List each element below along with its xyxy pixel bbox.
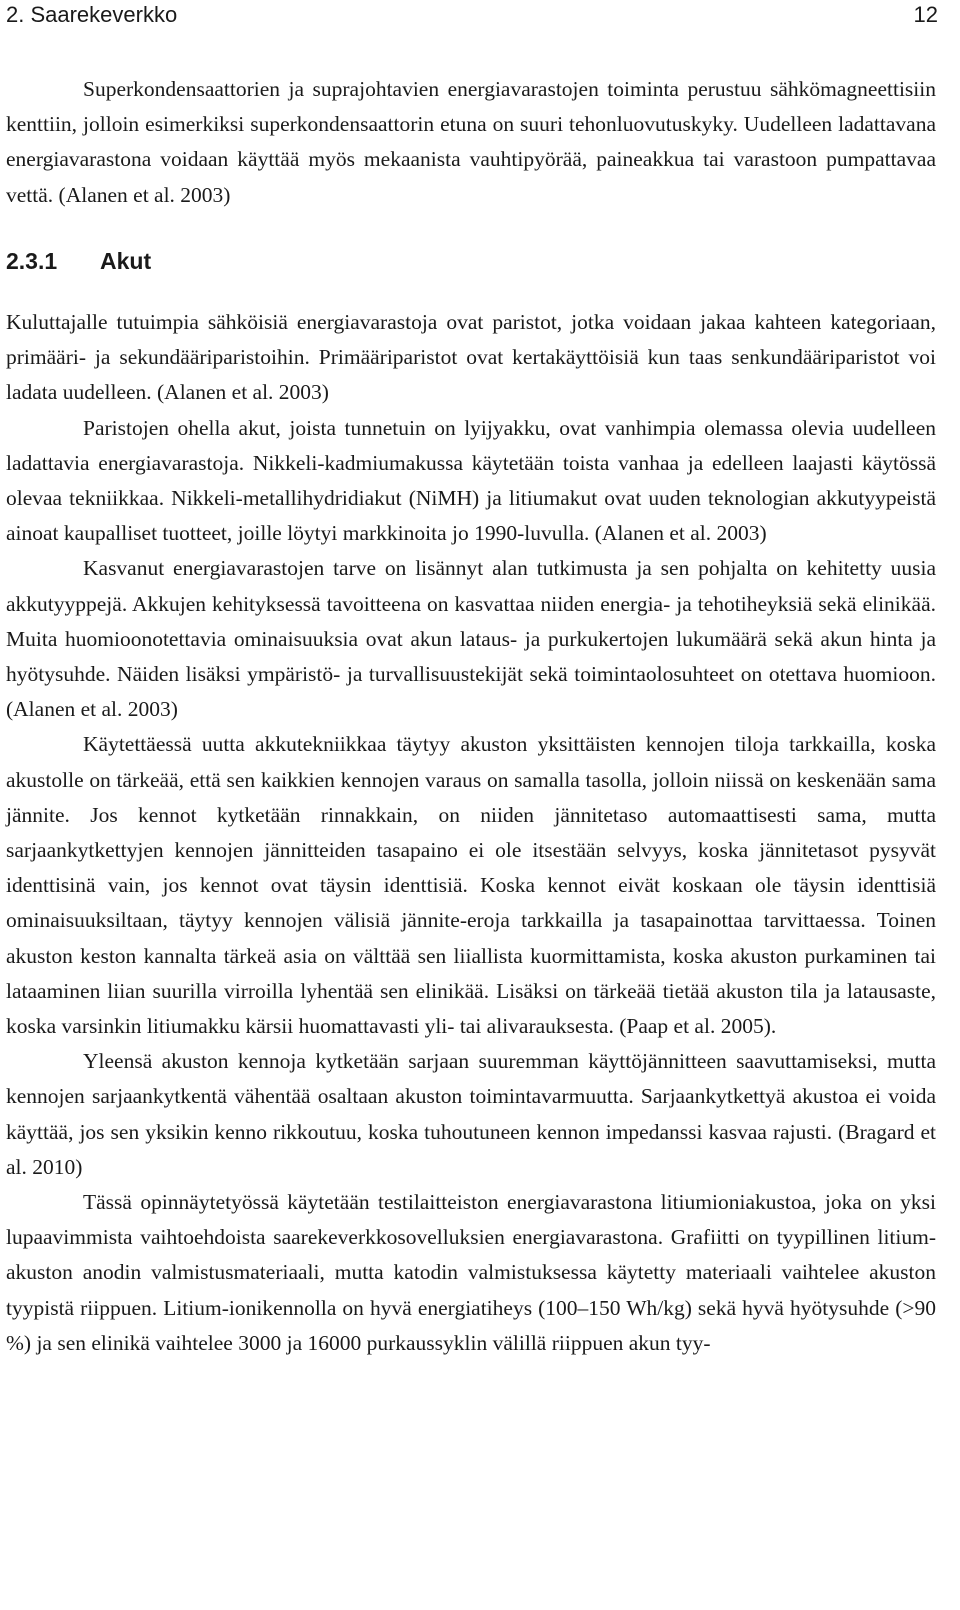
paragraph-intro: Superkondensaattorien ja suprajohtavien energiavarastojen toiminta perustuu sähkömagneettisiin kenttiin, jolloin esimerkiksi superkondensaattorin etuna on suuri tehonluovutuskyky. Uudelleen ladattavana energiavarastona voidaan käyttää myös mekaanista vauhtipyörää, paineakkua tai varastoon pumpattavaa vettä. (Alanen et al. 2003)	[6, 77, 936, 207]
section-body	[6, 305, 936, 1361]
paragraph-4: Käytettäessä uutta akkutekniikkaa täytyy akuston yksittäisten kennojen tiloja tarkkailla, koska akustolle on tärkeää, että sen kaikkien kennojen varaus on samalla tasolla, jolloin niissä on keskenään sama jännite. Jos kennot kytketään rinnakkain, on niiden jännitetaso automaattisesti sama, mutta sarjaankytkettyjen kennojen jännitteiden tasapaino ei ole itsestään selvyys, koska jännitetasot pysyvät identtisinä vain, jos kennot ovat täysin identtisiä. Koska kennot eivät koskaan ole täysin identtisiä ominaisuuksiltaan, täytyy kennojen välisiä jännite-eroja tarkkailla ja tasapainottaa tarvittaessa. Toinen akuston keston kannalta tärkeä asia on välttää sen liiallista kuormittamista, koska akuston purkaminen tai lataaminen liian suurilla virroilla lyhentää sen elinikää. Lisäksi on tärkeää tietää akuston tila ja latausaste, koska varsinkin litiumakku kärsii huomattavasti yli- tai alivarauksesta. (Paap et al. 2005).	[6, 732, 936, 1039]
page-number: 12	[913, 2, 938, 27]
page-header	[6, 0, 938, 30]
section-number: 2.3.1	[6, 248, 58, 274]
paragraph-1: Kuluttajalle tutuimpia sähköisiä energiavarastoja ovat paristot, jotka voidaan jakaa kahteen kategoriaan, primääri- ja sekundääriparistoihin. Primääriparistot ovat kertakäyttöisiä kun taas senkundääriparistot voi ladata uudelleen. (Alanen et al. 2003)	[6, 310, 936, 405]
paragraph-3: Kasvanut energiavarastojen tarve on lisännyt alan tutkimusta ja sen pohjalta on kehitetty uusia akkutyyppejä. Akkujen kehityksessä tavoitteena on kasvattaa niiden energia- ja tehotiheyksiä sekä elinikää. Muita huomioonotettavia ominaisuuksia ovat akun lataus- ja purkukertojen lukumäärä sekä akun hinta ja hyötysuhde. Näiden lisäksi ympäristö- ja turvallisuustekijät sekä toimintaolosuhteet on otettava huomioon. (Alanen et al. 2003)	[6, 556, 936, 722]
paragraph-5: Yleensä akuston kennoja kytketään sarjaan suuremman käyttöjännitteen saavuttamiseksi, mutta kennojen sarjaankytkentä vähentää osaltaan akuston toimintavarmuutta. Sarjaankytkettyä akustoa ei voida käyttää, jos sen yksikin kenno rikkoutuu, koska tuhoutuneen kennon impedanssi kasvaa rajusti. (Bragard et al. 2010)	[6, 1049, 936, 1179]
paragraph-6: Tässä opinnäytetyössä käytetään testilaitteiston energiavarastona litiumioniakustoa, joka on yksi lupaavimmista vaihtoehdoista saarekeverkkosovelluksien energiavarastona. Grafiitti on tyypillinen litium-akuston anodin valmistusmateriaali, mutta katodin valmistuksessa käytetty materiaali vaihtelee akuston tyypistä riippuen. Litium-ionikennolla on hyvä energiatiheys (100–150 Wh/kg) sekä hyvä hyötysuhde (>90 %) ja sen elinikä vaihtelee 3000 ja 16000 purkaussyklin välillä riippuen akun tyy-	[6, 1190, 936, 1355]
paragraph-2: Paristojen ohella akut, joista tunnetuin on lyijyakku, ovat vanhimpia olemassa olevia uudelleen ladattavia energiavarastoja. Nikkeli-kadmiumakussa käytetään toista vanhaa ja edelleen laajasti käytössä olevaa tekniikkaa. Nikkeli-metallihydridiakut (NiMH) ja litiumakut ovat uuden teknologian akkutyypeistä ainoat kaupalliset tuotteet, joille löytyi markkinoita jo 1990-luvulla. (Alanen et al. 2003)	[6, 415, 936, 546]
section-heading	[6, 244, 151, 278]
section-title: Akut	[100, 248, 152, 274]
intro-block	[6, 72, 936, 213]
chapter-title: 2. Saarekeverkko	[6, 2, 178, 27]
